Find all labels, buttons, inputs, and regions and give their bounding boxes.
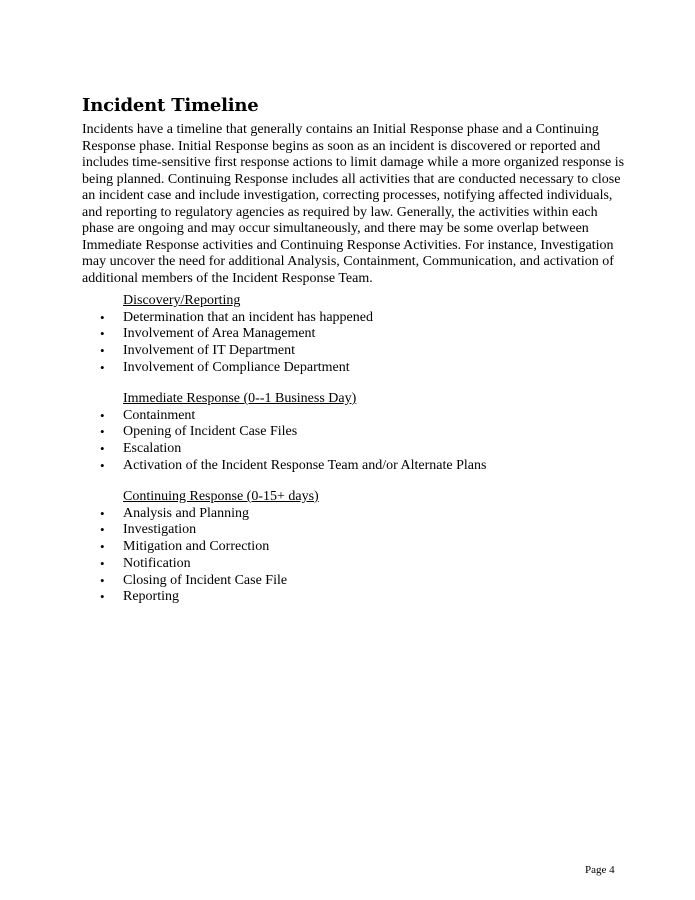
paragraph-line: may uncover the need for additional Analysis, Containment, Communication, and activation of <box>82 254 614 269</box>
bullet-icon: • <box>100 326 105 342</box>
paragraph-line: Response phase. Initial Response begins as soon as an incident is discovered or reported and <box>82 138 601 154</box>
list-item-text: Reporting <box>123 589 179 605</box>
page-number: Page 4 <box>585 864 615 876</box>
list-item-text: Investigation <box>123 522 197 538</box>
section-title: Immediate Response (0--1 Business Day) <box>123 391 357 406</box>
list-item <box>100 458 600 475</box>
list-item <box>100 326 600 343</box>
bullet-icon: • <box>100 572 105 588</box>
list-item <box>100 441 600 458</box>
list-item <box>100 539 600 556</box>
bullet-icon: • <box>100 457 105 473</box>
section-title: Discovery/Reporting <box>123 293 241 308</box>
list-item-text: Involvement of IT Department <box>123 343 295 359</box>
section-heading: Incident Timeline <box>82 95 259 116</box>
list-item-text: Involvement of Compliance Department <box>123 359 350 375</box>
section-title: Continuing Response (0-15+ days) <box>123 489 319 504</box>
paragraph-line: an incident case and include investigation, correcting processes, notifying affected individuals, <box>82 188 613 203</box>
bullet-icon: • <box>100 309 105 325</box>
list-item <box>100 589 600 606</box>
list-item-text: Opening of Incident Case Files <box>123 424 298 440</box>
list-item <box>100 573 600 590</box>
list-item-text: Mitigation and Correction <box>123 539 270 555</box>
section-continuing-response <box>100 489 600 606</box>
list-item-text: Notification <box>123 555 191 571</box>
list-item-text: Closing of Incident Case File <box>123 572 288 588</box>
bullet-icon: • <box>100 589 105 605</box>
list-item <box>100 506 600 523</box>
bullet-icon: • <box>100 343 105 359</box>
intro-paragraph <box>82 122 625 287</box>
paragraph-line: includes time-sensitive first response actions to limit damage while a more organized response is <box>82 155 625 170</box>
paragraph-line: additional members of the Incident Response Team. <box>82 270 373 286</box>
bullet-icon: • <box>100 359 105 375</box>
paragraph-line: being planned. Continuing Response includes all activities that are conducted necessary to close <box>82 171 621 187</box>
paragraph-line: Immediate Response activities and Continuing Response Activities. For instance, Investigation <box>82 237 614 253</box>
bullet-icon: • <box>100 441 105 457</box>
list-item-text: Activation of the Incident Response Team and/or Alternate Plans <box>123 457 487 473</box>
bullet-list <box>100 310 600 377</box>
list-item <box>100 310 600 327</box>
bullet-icon: • <box>100 505 105 521</box>
list-item-text: Containment <box>123 407 196 423</box>
list-item <box>100 522 600 539</box>
paragraph-line: Incidents have a timeline that generally contains an Initial Response phase and a Continuing <box>82 122 599 137</box>
bullet-icon: • <box>100 407 105 423</box>
bullet-list <box>100 506 600 606</box>
bullet-icon: • <box>100 555 105 571</box>
bullet-icon: • <box>100 424 105 440</box>
paragraph-line: and reporting to regulatory agencies as required by law. Generally, the activities within each <box>82 204 598 220</box>
list-item <box>100 343 600 360</box>
section-discovery-reporting <box>100 293 600 377</box>
bullet-icon: • <box>100 522 105 538</box>
bullet-icon: • <box>100 539 105 555</box>
paragraph-line: phase are ongoing and may occur simultaneously, and there may be some overlap between <box>82 221 589 236</box>
section-immediate-response <box>100 391 600 475</box>
list-item <box>100 408 600 425</box>
bullet-list <box>100 408 600 475</box>
list-item <box>100 360 600 377</box>
list-item-text: Escalation <box>123 441 182 457</box>
list-item-text: Involvement of Area Management <box>123 326 316 342</box>
list-item-text: Analysis and Planning <box>123 505 249 521</box>
list-item-text: Determination that an incident has happened <box>123 309 373 325</box>
list-item <box>100 556 600 573</box>
list-item <box>100 424 600 441</box>
